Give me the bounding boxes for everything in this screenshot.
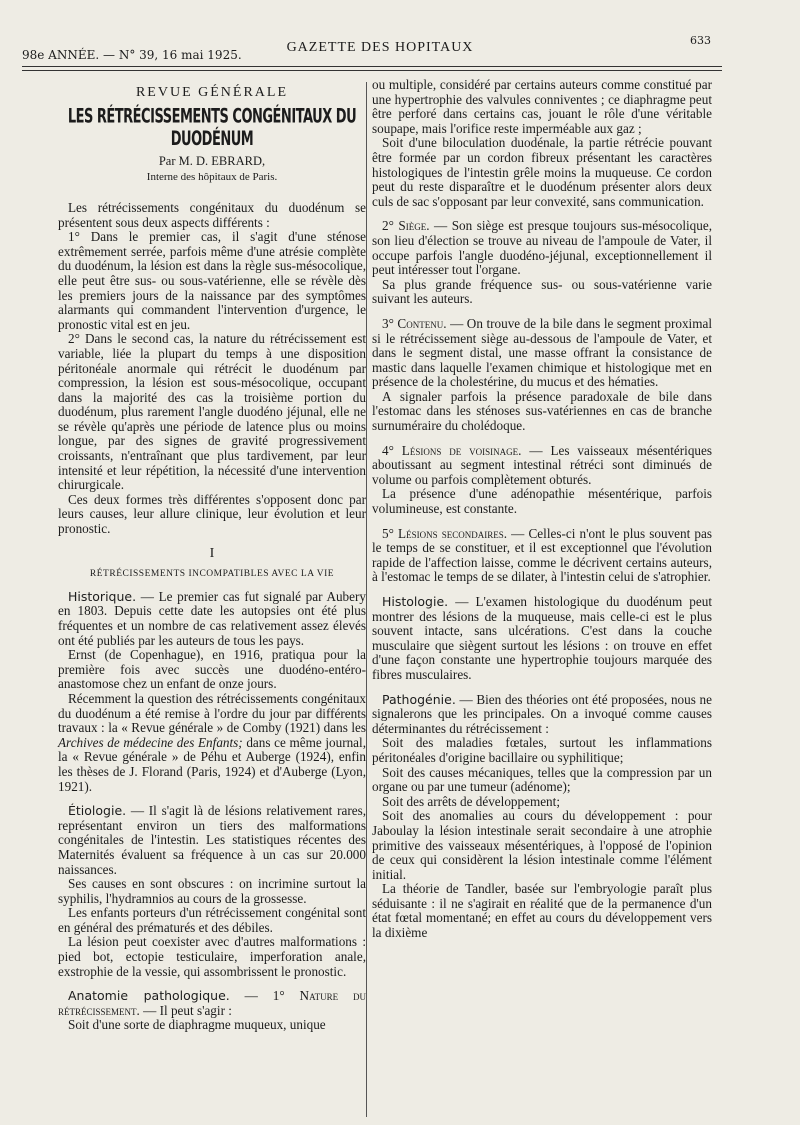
left-column [58, 78, 366, 1033]
journal-title: GAZETTE DES HOPITAUX [286, 40, 474, 55]
paragraph-histologie [372, 595, 712, 683]
paragraph-anatomie: Anatomie pathologique. — 1° Nature du rétrécissement. — Il peut s'agir : [58, 988, 366, 1018]
paragraph-pathogenie [372, 693, 712, 737]
paragraph: Soit des causes mécaniques, telles que la compression par un organe ou par une tumeur (adénome); [372, 764, 712, 795]
column-divider [366, 82, 367, 1117]
paragraph-lesions [372, 444, 712, 488]
runin-heading: Étiologie. [68, 803, 127, 819]
paragraph-text: — Son siège est presque toujours sus-mésocolique, son lieu d'élection se trouve au niveau de l'ampoule de Vater, il occupe parfois l'angle duodéno-jéjunal, exceptionnellement il peut intéresser tout l'organe. [372, 218, 712, 278]
paragraph-text: — Celles-ci n'ont le plus souvent pas le temps de se constituer, et il est exceptionnel que l'évolution rapide de l'affection laisse, comme le décrivent certains auteurs, à l'estomac le temps de se dilater, à l'intestin celui de s'atrophier. [372, 525, 713, 585]
paragraph: Ernst (de Copenhague), en 1916, pratiqua pour la première fois avec succès une duodéno-entéro-anastomose chez un enfant de onze jours. [58, 647, 366, 692]
paragraph-text: — Il s'agit là de lésions relativement rares, représentant environ un tiers des malformations congénitales de l'intestin. Les statistiques récentes des Maternités évaluent sa fréquence à un cas sur 20.000 naissances. [58, 803, 366, 877]
smallcaps-heading: 2° Siège. [382, 218, 430, 234]
header-rule-1 [22, 66, 722, 67]
paragraph-text: — Bien des théories ont été proposées, nous ne signalerons que les principales. On a invoqué comme causes déterminantes du rétrécissement : [372, 691, 712, 736]
author-affiliation: Interne des hôpitaux de Paris. [146, 171, 278, 184]
paragraph: La présence d'une adénopathie mésentérique, parfois volumineuse, est constante. [372, 486, 712, 517]
italic-citation: Archives de médecine des Enfants; [58, 734, 243, 750]
paragraph: 2° Dans le second cas, la nature du rétrécissement est variable, liée la plupart du temps à une disposition péritonéale anormale qui rétrécit le duodénum par compression, la lésion est sous-mésocolique, occupant dans la majorité des cas la troisième portion du duodénum, plus rarement l'angle duodéno jéjunal, elle ne se révèle qu'après une période de latence plus ou moins longue, par des signes de gravité progressivement croissants, n'entraînant que plus tardivement, par leur intensité et leur répétition, la nécessité d'une intervention chirurgicale. [58, 331, 366, 493]
paragraph: Soit d'une biloculation duodénale, la partie rétrécie pouvant être formée par un cordon fibreux présentant les caractères histologiques de l'intestin grêle moins la muqueuse. Ce cordon peut du reste disparaître et le duodénum présenter alors deux culs de sac s'opposant par leur convexité, sans communication. [372, 135, 712, 209]
paragraph: Soit d'une sorte de diaphragme muqueux, unique [68, 1017, 326, 1033]
paragraph: Soit des maladies fœtales, surtout les inflammations péritonéales d'origine bacillaire ou syphilitique; [372, 735, 712, 765]
runin-heading: Histologie. [382, 594, 449, 609]
paragraph: La théorie de Tandler, basée sur l'embryologie paraît plus séduisante : il ne s'agirait en réalité que de la permanence d'un état fœtal momentané; en effet au cours du développement vers la dixième [372, 881, 712, 941]
runin-heading: Anatomie pathologique. [68, 988, 230, 1004]
paragraph-contenu [372, 317, 712, 390]
part-heading: RÉTRÉCISSEMENTS INCOMPATIBLES AVEC LA VIE [89, 569, 335, 580]
paragraph-text: dans ce même journal, la « Revue générale » de Péhu et Auberge (1924), enfin les thèses de J. Florand (Paris, 1924) et d'Auberge (Lyon, 1921). [58, 734, 366, 794]
section-title: REVUE GÉNÉRALE [135, 85, 289, 100]
paragraph-siege [372, 219, 712, 277]
part-numeral: I [209, 545, 215, 561]
paragraph: Soit des arrêts de développement; [382, 793, 560, 809]
paragraph: La lésion peut coexister avec d'autres malformations : pied bot, ectopie testiculaire, imperforation anale, exstrophie de la vessie, qui assombrissent le pronostic. [58, 934, 366, 979]
paragraph-historique [58, 590, 366, 648]
runin-heading: Pathogénie. [382, 691, 456, 707]
paragraph-secondaires [372, 527, 712, 585]
runin-heading: Historique. [68, 588, 137, 604]
paragraph [58, 692, 366, 794]
paragraph: Ses causes en sont obscures : on incrimine surtout la syphilis, l'hydramnios au cours de la grossesse. [58, 876, 366, 906]
article-title: LES RÉTRÉCISSEMENTS CONGÉNITAUX DU DUODÉNUM [67, 105, 357, 151]
page-header [0, 0, 800, 72]
smallcaps-heading: 4° Lésions de voisinage. [382, 442, 522, 458]
paragraph-text: — On trouve de la bile dans le segment proximal si le rétrécissement siège au-dessous de l'ampoule de Vater, et dans le segment distal, une masse offrant la consistance de mastic dans laquelle l'examen chimique et histologique met en présence de la cholestérine, du mucus et des hématies. [372, 315, 712, 390]
paragraph: Les enfants porteurs d'un rétrécissement congénital sont en général des prématurés et des débiles. [58, 905, 366, 935]
paragraph-text: — L'examen histologique du duodénum peut montrer des lésions de la muqueuse, mais celle-ci est le plus souvent intacte, sans ulcérations. C'est dans la couche musculaire que siègent surtout les lésions : on trouve en effet d'une façon constante une hypertrophie toujours marquée des fibres musculaires. [372, 594, 712, 682]
header-rule-2 [22, 70, 722, 71]
page-number: 633 [690, 34, 711, 47]
paragraph: ou multiple, considéré par certains auteurs comme constitué par une hypertrophie des valvules conniventes ; ce diaphragme peut être perforé dans certains cas, jouant le rôle d'une véritable soupape, mais l'orifice reste imperméable aux gaz ; [372, 77, 712, 136]
smallcaps-heading: 5° Lésions secondaires. [382, 525, 508, 541]
paragraph-text: — Le premier cas fut signalé par Aubery en 1803. Depuis cette date les autopsies ont été plus fréquentes et un nombre de cas relativement assez élevés ont été publiés par les auteurs de tous les pays. [58, 588, 366, 648]
paragraph-text: — Il peut s'agir : [139, 1002, 232, 1018]
author-line: Par M. D. EBRARD, [158, 153, 266, 168]
paragraph: A signaler parfois la présence paradoxale de bile dans l'estomac dans les sténoses sus-vatériennes en cas de branche surnuméraire du cholédoque. [372, 388, 712, 434]
paragraph-text: — Les vaisseaux mésentériques aboutissant au segment intestinal rétréci sont diminués de volume ou parfois complètement obturés. [372, 442, 712, 487]
right-column [372, 78, 712, 941]
paragraph: Les rétrécissements congénitaux du duodénum se présentent sous deux aspects différents : [58, 199, 366, 230]
smallcaps-heading: 1° Nature du rétrécissement. [58, 988, 366, 1018]
paragraph: Ces deux formes très différentes s'opposent donc par leurs causes, leur allure clinique, leur évolution et leur pronostic. [58, 491, 366, 537]
smallcaps-heading: 3° Contenu. [382, 315, 447, 331]
paragraph: 1° Dans le premier cas, il s'agit d'une sténose extrêmement serrée, parfois même d'une atrésie complète du duodénum, la lésion est dans la règle sus-mésocolique, elle peut être sus- ou sous-vatérienne, elle se révèle dès les premiers jours de la naissance par des symptômes alarmants qui commandent l'intervention d'urgence, le pronostic vital est en jeu. [58, 229, 366, 332]
paragraph-etiologie [58, 804, 366, 877]
paragraph-text: Récemment la question des rétrécissements congénitaux du duodénum a été remise à l'ordre du jour par différents travaux : la « Revue générale » de Comby (1921) dans les [58, 690, 366, 736]
issue-line: 98e ANNÉE. — N° 39, 16 mai 1925. [22, 48, 242, 62]
paragraph: Soit des anomalies au cours du développement : pour Jaboulay la lésion intestinale serait secondaire à une atrophie primitive des vaisseaux mésentériques, à l'opposé de l'opinion de ceux qui considèrent la lésion intestinale comme l'élément initial. [372, 808, 712, 882]
paragraph: Sa plus grande fréquence sus- ou sous-vatérienne varie suivant les auteurs. [372, 276, 712, 307]
